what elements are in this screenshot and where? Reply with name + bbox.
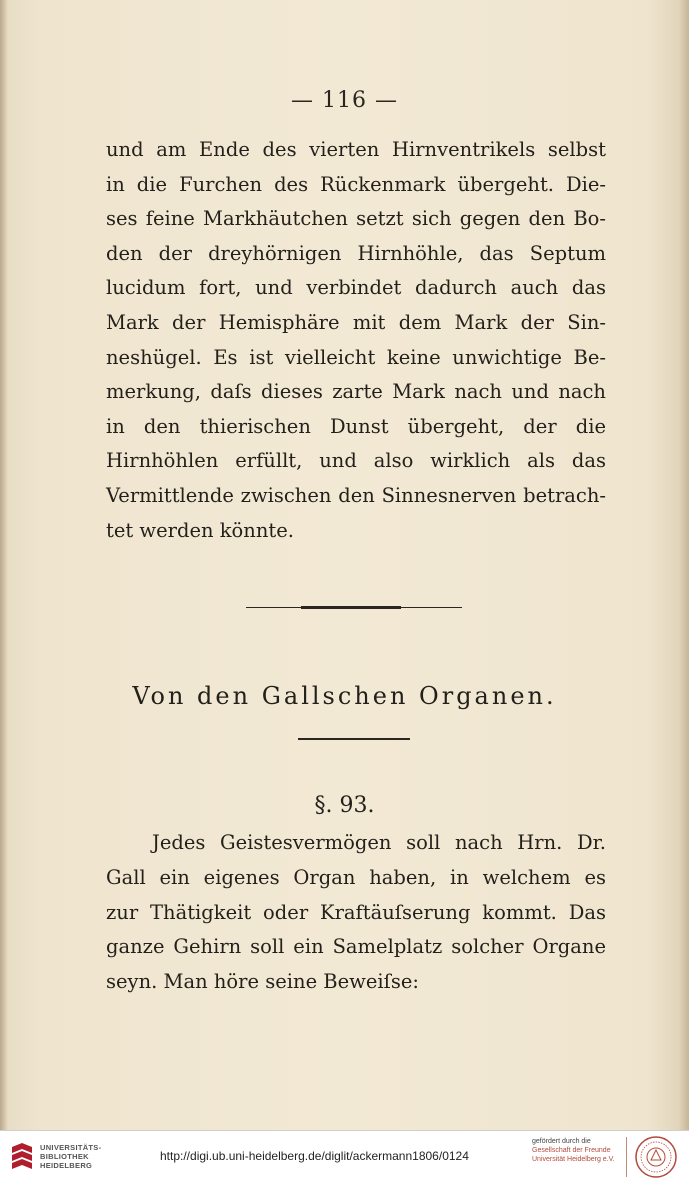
text-line: Jedes Geistesvermögen soll nach Hrn. Dr. <box>152 831 606 854</box>
sponsor-organization <box>532 1146 624 1164</box>
sponsor-credit <box>532 1137 624 1164</box>
section-divider-rule <box>246 606 462 610</box>
page-edge-shadow-left <box>0 0 8 1130</box>
divider-thick-line <box>301 606 401 609</box>
text-line: den der dreyhörnigen Hirnhöhle, das Septum <box>106 241 606 265</box>
text-line: zur Thätigkeit oder Kraftäuſserung kommt. Das <box>106 900 606 924</box>
sponsor-org-line: Gesellschaft der Freunde <box>532 1147 611 1154</box>
university-seal-icon <box>634 1135 678 1179</box>
section-heading: Von den Gallschen Organen. <box>132 682 557 710</box>
paragraph-number: §. 93. <box>314 793 375 818</box>
sponsor-org-line: Universität Heidelberg e.V. <box>532 1156 615 1163</box>
library-logo-icon <box>8 1141 36 1173</box>
text-line: lucidum fort, und verbindet dadurch auch das <box>106 276 606 300</box>
sponsor-label: gefördert durch die <box>532 1138 591 1145</box>
text-line: Hirnhöhlen erfüllt, und also wirklich als das <box>106 449 606 473</box>
library-name-line: BIBLIOTHEK <box>40 1152 89 1161</box>
library-name <box>40 1143 101 1170</box>
viewer-footer <box>0 1130 689 1182</box>
text-line: in die Furchen des Rückenmark übergeht. Die- <box>106 172 606 196</box>
permalink-url[interactable]: http://digi.ub.uni-heidelberg.de/diglit/ackermann1806/0124 <box>160 1149 469 1163</box>
text-line: Vermittlende zwischen den Sinnesnerven betrach- <box>106 483 606 507</box>
text-line: in den thierischen Dunst übergeht, der die <box>106 414 606 438</box>
text-line: seyn. Man höre seine Beweiſse: <box>106 970 419 994</box>
page-number: — 116 — <box>291 88 398 113</box>
text-line: ganze Gehirn soll ein Samelplatz solcher Organe <box>106 935 606 959</box>
text-line: Gall ein eigenes Organ haben, in welchem es <box>106 865 606 889</box>
text-line: neshügel. Es ist vielleicht keine unwichtige Be- <box>106 345 606 369</box>
page-edge-shadow-right <box>679 0 689 1130</box>
section-paragraph <box>106 826 606 1000</box>
sponsor-divider <box>626 1137 627 1177</box>
text-line: merkung, daſs dieses zarte Mark nach und nach <box>106 380 606 404</box>
text-line: tet werden könnte. <box>106 518 294 542</box>
text-line: Mark der Hemisphäre mit dem Mark der Sin- <box>106 310 606 334</box>
text-line: und am Ende des vierten Hirnventrikels selbst <box>106 138 606 161</box>
text-line: ses feine Markhäutchen setzt sich gegen den Bo- <box>106 207 606 231</box>
library-name-line: HEIDELBERG <box>40 1161 93 1170</box>
library-name-line: UNIVERSITÄTS- <box>40 1143 102 1152</box>
body-paragraph <box>106 133 606 548</box>
heading-underline-rule <box>298 738 410 740</box>
